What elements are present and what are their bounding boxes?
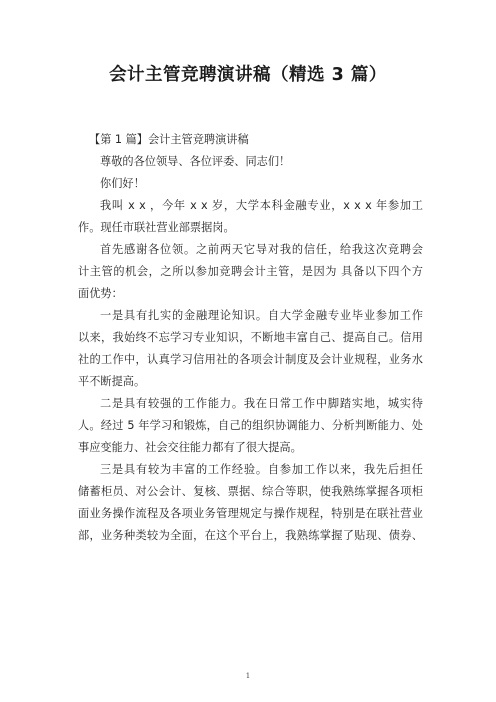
paragraph-line: 我叫 x x ，今年 x x 岁，大学本科金融专业，x x x 年参加工 <box>100 199 423 212</box>
section-heading: 【第 1 篇】会计主管竞聘演讲稿 <box>89 133 249 146</box>
document-body <box>78 129 423 547</box>
paragraph-line: 你们好！ <box>100 177 145 190</box>
paragraph-line: 平不断提高。 <box>78 375 146 388</box>
paragraph-line: 首先感谢各位领。之前两天它导对我的信任，给我这次竞聘会 <box>100 243 423 256</box>
paragraph-line: 二是具有较强的工作能力。我在日常工作中脚踏实地，城实待 <box>100 397 423 410</box>
document-title: 会计主管竞聘演讲稿（精选 3 篇） <box>109 65 387 85</box>
paragraph-line: 社的工作中，认真学习信用社的各项会计制度及会计业规程，业务水 <box>78 353 423 366</box>
paragraph-line: 事应变能力、社会交往能力都有了很大提高。 <box>78 441 302 454</box>
paragraph-line: 面业务操作流程及各项业务管理规定与操作规程，特别是在联社营业 <box>78 507 423 520</box>
paragraph-line: 计主管的机会，之所以参加竞聘会计主管，是因为 具备以下四个方 <box>78 265 423 278</box>
page-number: 1 <box>245 672 251 680</box>
paragraph-line: 尊敬的各位领导、各位评委、同志们！ <box>100 155 291 168</box>
paragraph-line: 人。经过 5 年学习和锻炼，自己的组织协调能力、分析判断能力、处 <box>78 419 423 432</box>
paragraph-line: 作。现任市联社营业部票据岗。 <box>78 221 235 234</box>
paragraph-line: 面优势： <box>78 287 123 300</box>
paragraph-line: 部，业务种类较为全面，在这个平台上，我熟练掌握了贴现、债券、 <box>78 529 423 542</box>
paragraph-line: 以来，我始终不忘学习专业知识，不断地丰富自己、提高自己。信用 <box>78 331 423 344</box>
paragraph-line: 三是具有较为丰富的工作经验。自参加工作以来，我先后担任 <box>100 463 423 476</box>
paragraph-line: 一是具有扎实的金融理论知识。自大学金融专业毕业参加工作 <box>100 309 423 322</box>
paragraph-line: 储蓄柜员、对公会计、复核、票据、综合等职，使我熟练掌握各项柜 <box>78 485 423 498</box>
